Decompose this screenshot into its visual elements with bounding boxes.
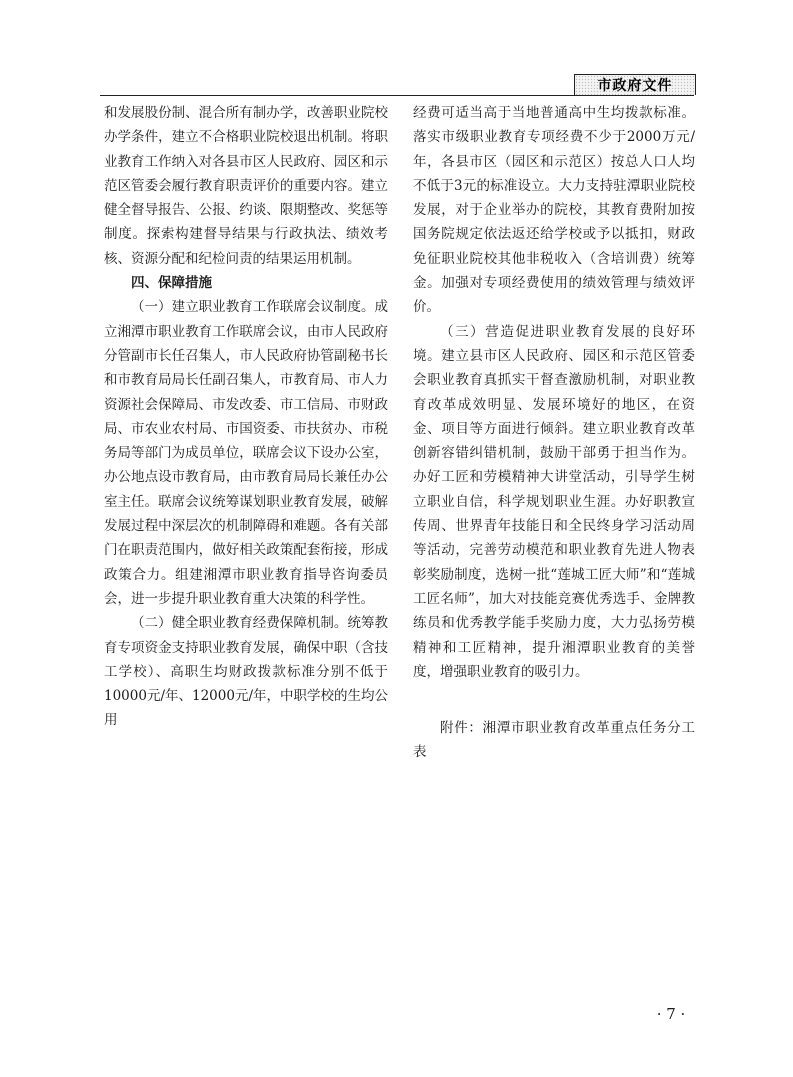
attachment-note: 附件：湘潭市职业教育改革重点任务分工表 [413, 720, 695, 761]
header-rule [100, 95, 694, 96]
section-label: 市政府文件 [574, 74, 696, 95]
paragraph: （二）健全职业教育经费保障机制。统筹教育专项资金支持职业教育发展，确保中职（含技工学校）、高职生均财政拨款标准分别不低于10000元/年、12000元/年，中职学校的生均公用 [104, 615, 388, 729]
right-column [413, 101, 695, 765]
section-heading: 四、保障措施 [131, 275, 212, 292]
paragraph: 经费可适当高于当地普通高中生均拨款标准。落实市级职业教育专项经费不少于2000万元/年，各县市区（园区和示范区）按总人口人均不低于3元的标准设立。大力支持驻潭职业院校发展，对于企业举办的院校，其教育费附加按国务院规定依法返还给学校或予以抵扣，财政免征职业院校其他非税收入（含培训费）统筹金。加强对专项经费使用的绩效管理与绩效评价。 [413, 105, 695, 316]
page-number: · 7 · [656, 1005, 686, 1023]
paragraph: （一）建立职业教育工作联席会议制度。成立湘潭市职业教育工作联席会议，由市人民政府分管副市长任召集人，市人民政府协管副秘书长和市教育局局长任副召集人，市教育局、市人力资源社会保障局、市发改委、市工信局、市财政局、市农业农村局、市国资委、市扶贫办、市税务局等部门为成员单位，联席会议下设办公室，办公地点设市教育局，由市教育局局长兼任办公室主任。联席会议统筹谋划职业教育发展，破解发展过程中深层次的机制障碍和难题。各有关部门在职责范围内，做好相关政策配套衔接，形成政策合力。组建湘潭市职业教育指导咨询委员会，进一步提升职业教育重大决策的科学性。 [104, 299, 388, 607]
left-column [104, 101, 388, 733]
paragraph: 和发展股份制、混合所有制办学，改善职业院校办学条件，建立不合格职业院校退出机制。将职业教育工作纳入对各县市区人民政府、园区和示范区管委会履行教育职责评价的重要内容。建立健全督导报告、公报、约谈、限期整改、奖惩等制度。探索构建督导结果与行政执法、绩效考核、资源分配和纪检问责的结果运用机制。 [104, 105, 388, 267]
paragraph: （三）营造促进职业教育发展的良好环境。建立县市区人民政府、园区和示范区管委会职业教育真抓实干督查激励机制，对职业教育改革成效明显、发展环境好的地区，在资金、项目等方面进行倾斜。建立职业教育改革创新容错纠错机制，鼓励干部勇于担当作为。办好工匠和劳模精神大讲堂活动，引导学生树立职业自信，科学规划职业生涯。办好职教宣传周、世界青年技能日和全民终身学习活动周等活动，完善劳动模范和职业教育先进人物表彰奖励制度，选树一批“莲城工匠大师”和“莲城工匠名师”，加大对技能竞赛优秀选手、金牌教练员和优秀教学能手奖励力度，大力弘扬劳模精神和工匠精神，提升湘潭职业教育的美誉度，增强职业教育的吸引力。 [413, 323, 695, 680]
